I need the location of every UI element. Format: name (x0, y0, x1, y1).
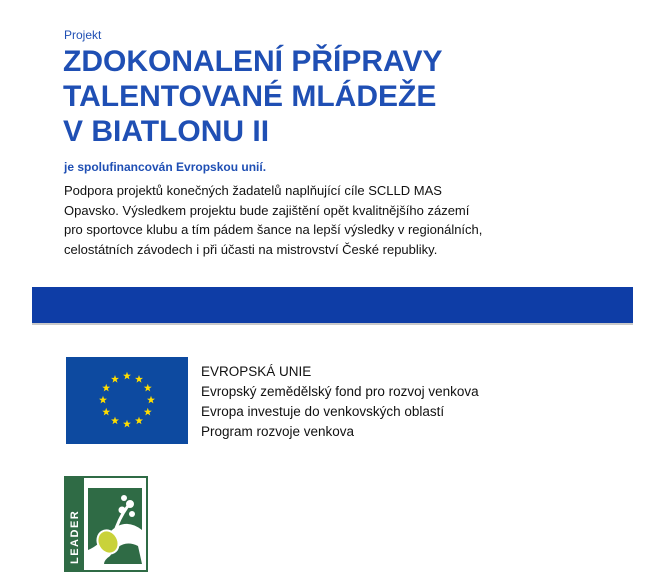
eu-funding-text (201, 362, 479, 442)
description-line-3: pro sportovce klubu a tím pádem šance na lepší výsledky v regionálních, (64, 222, 483, 237)
title-line-2: TALENTOVANÉ MLÁDEŽE (63, 80, 437, 113)
title-line-3: V BIATLONU II (63, 115, 270, 148)
description-line-1: Podpora projektů konečných žadatelů naplňující cíle SCLLD MAS (64, 183, 442, 198)
project-kicker: Projekt (64, 28, 102, 42)
eu-line-3: Evropa investuje do venkovských oblastí (201, 404, 445, 419)
eu-line-2: Evropský zemědělský fond pro rozvoj venkova (201, 384, 479, 399)
project-title (63, 44, 623, 149)
description-line-4: celostátních závodech i při účasti na mistrovství České republiky. (64, 241, 438, 257)
leader-logo-graphic (64, 476, 148, 572)
svg-text:LEADER: LEADER (69, 509, 81, 564)
leader-logo-icon (64, 476, 148, 572)
project-description (64, 181, 564, 259)
eu-line-1: EVROPSKÁ UNIE (201, 364, 312, 379)
description-line-2: Opavsko. Výsledkem projektu bude zajištění opět kvalitnějšího zázemí (64, 202, 470, 218)
eu-line-4: Program rozvoje venkova (201, 424, 355, 439)
blue-divider-bar (32, 287, 633, 323)
title-line-1: ZDOKONALENÍ PŘÍPRAVY (63, 45, 443, 78)
eu-flag-graphic (66, 357, 188, 444)
eu-flag-icon (66, 357, 188, 444)
cofinancing-note: je spolufinancován Evropskou unií. (64, 160, 267, 174)
divider-shadow (32, 323, 633, 325)
